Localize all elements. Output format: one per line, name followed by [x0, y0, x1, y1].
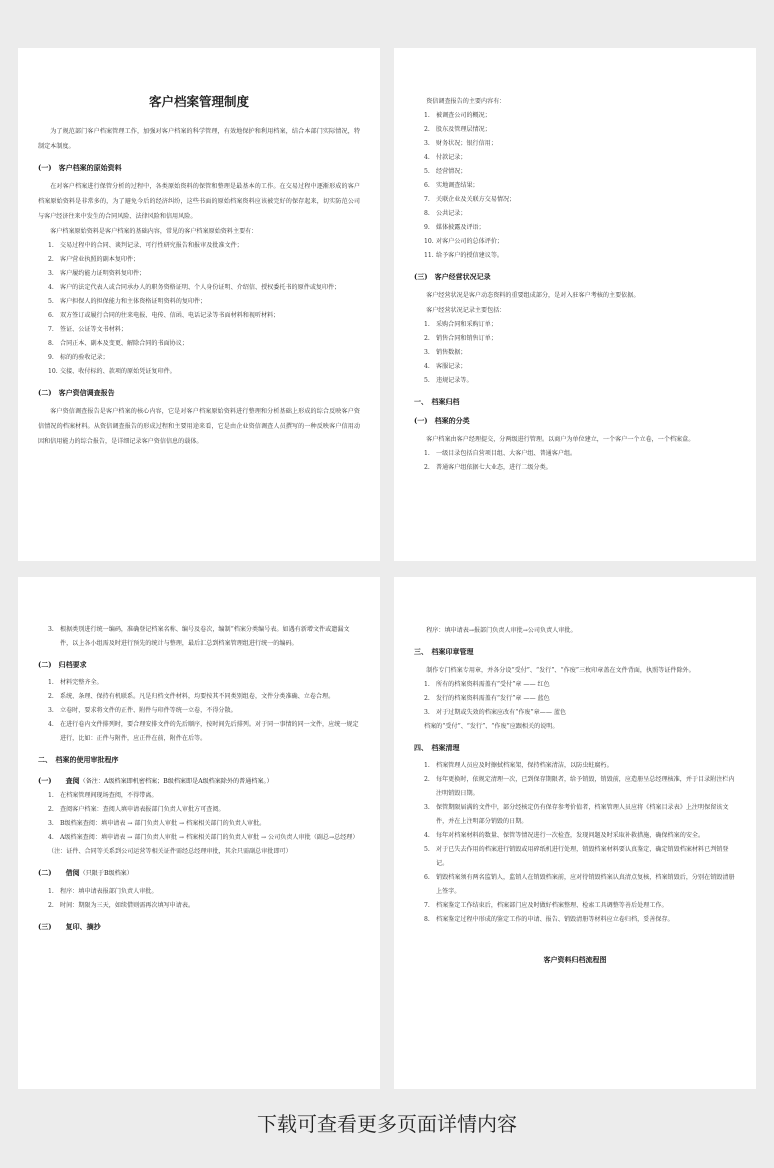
paragraph: 制作专门档案专用章，并各分设“受付”、“发行”、“作废”三枚印章盖在文件背面，执照等证件除外。 — [426, 667, 695, 674]
paragraph: 档案的“受付”、“发行”、“作废”应跟相关的说明。 — [424, 723, 559, 730]
list-number: 5. — [48, 298, 54, 305]
chapter-heading: 二、 档案的使用审批程序 — [38, 755, 119, 764]
paragraph: 客户档案由客户经理提交，分两级进行管理。以商户为单位建立，一个客户一个立卷，一个档案盒。 — [426, 436, 695, 443]
list-number: 3. — [424, 804, 430, 811]
numbered-list — [38, 789, 360, 845]
list-text: 客户履约能力证明资料复印件； — [60, 270, 146, 277]
list-number: 3. — [48, 820, 54, 827]
list-number: 2. — [48, 693, 54, 700]
list-number: 7. — [424, 902, 430, 909]
list-number: 8. — [48, 340, 54, 347]
list-text: 时间：期限为三天，如续借则需再次填写申请表。 — [60, 902, 195, 909]
list-text: 违规记录等。 — [436, 377, 473, 384]
document-page-4 — [394, 577, 756, 1089]
list-item — [424, 137, 736, 151]
list-item — [424, 332, 736, 346]
list-number: 4. — [48, 834, 54, 841]
list-item — [424, 221, 736, 235]
list-item — [424, 706, 736, 720]
list-text: 档案鉴定工作结束后，档案部门应及时做好档案整理、检索工具调整等善后处理工作。 — [436, 902, 668, 909]
document-page-1 — [18, 48, 380, 561]
page-title: 客户档案管理制度 — [148, 94, 249, 109]
list-number: 2. — [48, 902, 54, 909]
list-item — [424, 207, 736, 221]
list-item — [48, 253, 360, 267]
list-number: 1. — [48, 679, 54, 686]
list-text: 客服记录； — [436, 363, 467, 370]
list-text: 客户的法定代表人或合同承办人的职务资格证明、个人身份证明、介绍信、授权委托书的原件或复印件； — [60, 284, 341, 291]
list-item — [424, 346, 736, 360]
list-text: 合同正本、副本及变更、解除合同的书面协议； — [60, 340, 188, 347]
list-item — [424, 843, 736, 871]
list-item — [424, 318, 736, 332]
section-heading-row: (二) 借阅（只限于B级档案） — [38, 868, 133, 877]
list-text: 标的的验收记录； — [60, 354, 109, 361]
list-item: 3. 根据类别进行统一编码，准确登记档案名称、编号及卷次，编制“档案分类编号表。如遇有新增文件或遗漏文件，以上各小组需及时进行预先的统计与整理，最后汇总到档案管理组进行统一的编码。 — [48, 626, 350, 647]
list-number: 7. — [424, 196, 430, 203]
list-item — [424, 829, 736, 843]
list-text: 程序：填申请表报部门负责人审批。 — [60, 888, 158, 895]
list-item — [48, 789, 360, 803]
list-text: 付款记录； — [436, 154, 467, 161]
list-item — [424, 249, 736, 263]
list-item — [48, 323, 360, 337]
list-item — [424, 871, 736, 899]
numbered-list — [414, 109, 736, 263]
list-item — [48, 817, 360, 831]
list-item — [48, 239, 360, 253]
list-number: 8. — [424, 210, 430, 217]
list-number: 1. — [424, 112, 430, 119]
list-text: 公共记录； — [436, 210, 467, 217]
list-number: 5. — [424, 168, 430, 175]
section-heading: (一) 客户档案的原始资料 — [38, 163, 122, 172]
list-item — [48, 885, 360, 899]
document-page-2 — [394, 48, 756, 561]
list-item — [424, 109, 736, 123]
flowchart-title: 客户资料归档流程图 — [543, 955, 607, 964]
list-item — [48, 831, 360, 845]
list-number: 2. — [424, 695, 430, 702]
list-item — [48, 365, 360, 379]
paragraph: 在对客户档案进行保管分析的过程中，各类原始资料的保管和整理是最基本的工作。在交易过程中逐渐形成的客户档案原始资料是非常多的，为了避免今后的经济纠纷，这些书面的原始档案资料应该被完好的保存起来，切实防范公司与客户经济往来中发生的合同风险、法律风险和信用风险。 — [38, 183, 360, 220]
list-number: 2. — [48, 806, 54, 813]
list-text: 销售合同和销售订单； — [436, 335, 497, 342]
list-text: 一级目录包括自营项目组、大客户组、普通客户组。 — [436, 450, 577, 457]
list-text: 实地调查结果； — [436, 182, 479, 189]
list-text: 销毁档案须有两名监销人，监销人在销毁档案前，应对待销毁档案认真清点复核，档案销毁后，分别在销毁清册上签字。 — [436, 874, 735, 895]
list-number: 3. — [48, 707, 54, 714]
list-number: 3. — [424, 140, 430, 147]
list-text: 关联企业及关联方交易情况； — [436, 196, 516, 203]
list-item — [48, 281, 360, 295]
list-item — [424, 235, 736, 249]
list-item — [48, 295, 360, 309]
list-text: 查阅客户档案：查阅人填申请表报部门负责人审批方可查阅。 — [60, 806, 225, 813]
paragraph: 客户经营状况是客户动态资料的重要组成部分，是对入驻客户考核的主要依据。 — [426, 292, 640, 299]
list-number: 9. — [424, 224, 430, 231]
list-item — [424, 899, 736, 913]
list-number: 6. — [424, 874, 430, 881]
list-text: 客户担保人的担保能力和主体资格证明资料的复印件； — [60, 298, 207, 305]
list-number: 6. — [48, 312, 54, 319]
list-text: 保管期限届满的文件中，部分经核定仍有保存参考价值者，档案管理人员应将《档案目录表》上注明保留该文件，并在上注明部分销毁的日期。 — [436, 804, 729, 825]
list-text: 档案管理人员应及时擦拭档案架，保持档案清洁，以防虫蛀腐朽。 — [436, 762, 613, 769]
download-more-banner: 下载可查看更多页面详情内容 — [257, 1112, 517, 1136]
numbered-list — [38, 623, 360, 651]
list-text: 媒体披露及评语； — [436, 224, 485, 231]
list-number: 3. — [424, 709, 430, 716]
section-heading: (一) 档案的分类 — [414, 416, 470, 425]
list-number: 1. — [424, 762, 430, 769]
intro-paragraph: 为了规范部门客户档案管理工作，加强对客户档案的科学管理，有效地保护和利用档案，结合本部门实际情况，特制定本制度。 — [38, 128, 360, 150]
list-number: 1. — [424, 681, 430, 688]
list-item — [48, 690, 360, 704]
list-text: A级档案查阅：填申请表 → 部门负责人审批 → 档案相关部门的负责人审批 → 公司负责人审批（副总→总经理） — [60, 834, 359, 841]
list-number: 4. — [424, 363, 430, 370]
list-text: 对客户公司的总体评价； — [436, 238, 504, 245]
list-text: 股东及管理层情况； — [436, 126, 491, 133]
list-text: 交接、收付标的、款项的原始凭证复印件。 — [60, 368, 176, 375]
list-text: 档案鉴定过程中形成的鉴定工作的申请、报告、销毁清册等材料应立卷归档，妥善保存。 — [436, 916, 674, 923]
section-heading: (二) 归档要求 — [38, 660, 87, 669]
list-text: 发行的档案资料需盖有“发行”章 —— 蓝色 — [436, 695, 550, 702]
numbered-list — [414, 318, 736, 388]
list-text: 被调查公司的概况； — [436, 112, 491, 119]
section-heading-row: (一) 查阅（备注：A级档案即机密档案；B级档案即是A级档案除外的普通档案。） — [38, 776, 273, 785]
list-item — [424, 773, 736, 801]
list-text: 双方签订或履行合同的往来电报、电传、信函、电话记录等书面材料和视听材料； — [60, 312, 280, 319]
paragraph: 客户档案原始资料是客户档案的基础内容，常见的客户档案原始资料主要有： — [50, 228, 258, 235]
list-number: 5. — [424, 846, 430, 853]
list-item — [48, 351, 360, 365]
list-number: 5. — [424, 377, 430, 384]
section-heading: (二) 客户资信调查报告 — [38, 388, 115, 397]
list-item — [424, 193, 736, 207]
list-item — [48, 718, 360, 746]
list-text: 在进行卷内文件排列时，要合理安排文件的先后顺序，按时间先后排列。对于同一事情的同一文件，应统一规定进行，比如：正件与附件，应正件在前，附件在后等。 — [60, 721, 359, 742]
list-item — [424, 461, 736, 475]
list-text: 销售数据； — [436, 349, 467, 356]
list-item — [424, 759, 736, 773]
list-item — [424, 913, 736, 927]
list-number: 3. — [424, 349, 430, 356]
list-text: 签证、公证等文书材料； — [60, 326, 128, 333]
chapter-heading: 四、 档案清理 — [414, 743, 460, 752]
list-text: 系统、条理、保持有机联系。凡是归档文件材料，均要按其不同类别组卷，文件分类准确、立卷合理。 — [60, 693, 335, 700]
chapter-heading: 三、 档案印章管理 — [414, 647, 474, 656]
list-number: 11. — [424, 252, 434, 259]
list-number: 2. — [424, 126, 430, 133]
list-text: 客户营业执照的副本复印件； — [60, 256, 140, 263]
list-number: 10. — [424, 238, 434, 245]
numbered-list — [414, 759, 736, 927]
list-item — [424, 165, 736, 179]
list-item — [424, 360, 736, 374]
list-item — [48, 704, 360, 718]
list-text: 在档案管理间现场查阅，不得带离。 — [60, 792, 158, 799]
list-text: 对于已失去作用的档案进行销毁或用碎纸机进行处理，销毁档案材料要认真鉴定，确定销毁档案材料已判销登记。 — [436, 846, 729, 867]
list-text: 所有的档案资料需盖有“受付”章 —— 红色 — [436, 681, 550, 688]
list-item — [424, 692, 736, 706]
list-number: 4. — [424, 154, 430, 161]
list-number: 4. — [424, 832, 430, 839]
list-item — [48, 803, 360, 817]
section-heading: (三) 复印、摘抄 — [38, 922, 101, 931]
list-number: 2. — [48, 256, 54, 263]
list-text: 经营情况； — [436, 168, 467, 175]
list-number: 4. — [48, 721, 54, 728]
list-text: 采购合同和采购订单； — [436, 321, 497, 328]
list-number: 6. — [424, 182, 430, 189]
document-page-3 — [18, 577, 380, 1089]
list-number: 4. — [48, 284, 54, 291]
list-number: 1. — [48, 888, 54, 895]
list-number: 2. — [424, 464, 430, 471]
list-text: 交易过程中的合同、谈判记录、可行性研究报告和报审及批准文件； — [60, 242, 243, 249]
numbered-list — [38, 239, 360, 379]
list-number: 10. — [48, 368, 58, 375]
list-text: 立卷时，要求将文件的正件、附件与印件等统一立卷，不得分散。 — [60, 707, 237, 714]
numbered-list — [38, 885, 360, 913]
list-number: 3. — [48, 270, 54, 277]
list-item — [424, 123, 736, 137]
list-text: 每年更换时，依规定清理一次，已到保存期限者，给予销毁，销毁前，应造册呈总经理核准，并于目录附注栏内注明销毁日期。 — [436, 776, 735, 797]
chapter-heading: 一、 档案归档 — [414, 397, 460, 406]
list-item — [48, 267, 360, 281]
list-number: 1. — [424, 321, 430, 328]
list-number: 7. — [48, 326, 54, 333]
section-heading: (三) 客户经营状况记录 — [414, 272, 491, 281]
list-item — [424, 447, 736, 461]
paragraph: 资信调查报告的主要内容有： — [426, 98, 506, 105]
paragraph: 客户经营状况记录主要包括： — [426, 307, 506, 314]
numbered-list — [414, 678, 736, 720]
list-text: 财务状况；银行信用； — [436, 140, 497, 147]
numbered-list — [414, 447, 736, 475]
list-number: 8. — [424, 916, 430, 923]
list-text: 普通客户组依据七大业态，进行二级分类。 — [436, 464, 552, 471]
list-text: 对于过期或失效的档案应改有“作废”章—— 蓝色 — [436, 709, 567, 716]
list-item — [48, 337, 360, 351]
list-text: 材料完整齐全。 — [60, 679, 103, 686]
list-number: 1. — [48, 792, 54, 799]
numbered-list — [38, 676, 360, 746]
list-number: 1. — [424, 450, 430, 457]
list-number: 2. — [424, 776, 430, 783]
list-item — [424, 801, 736, 829]
list-text: 每年对档案材料的数量、保管等情况进行一次检查，发现问题及时采取补救措施，确保档案的安全。 — [436, 832, 705, 839]
list-item — [48, 309, 360, 323]
list-number: 2. — [424, 335, 430, 342]
paragraph: 客户资信调查报告是客户档案的核心内容，它是对客户档案原始资料进行整理和分析基础上形成的综合反映客户资信情况的档案材料。从资信调查报告的形成过程和主要用途来看，它是由企业资信调查人员撰写的一种反映客户信用动因和信用能力的综合报告，是详细记录客户资信信息的载体。 — [38, 408, 360, 445]
list-number: 9. — [48, 354, 54, 361]
list-text: B级档案查阅：填申请表 → 部门负责人审批 → 档案相关部门的负责人审批。 — [60, 820, 266, 827]
paragraph: 程序：填申请表→报部门负责人审批→公司负责人审批。 — [426, 627, 577, 634]
list-item — [424, 151, 736, 165]
list-item — [424, 678, 736, 692]
list-item — [48, 899, 360, 913]
list-item — [424, 179, 736, 193]
list-text: 给予客户的授信建议等。 — [436, 252, 504, 259]
list-item — [424, 374, 736, 388]
list-number: 1. — [48, 242, 54, 249]
remark: （注：证件、合同等关系到公司运营等相关证件需经总经理审批，其余只需副总审批即可） — [48, 848, 292, 855]
list-item — [48, 676, 360, 690]
